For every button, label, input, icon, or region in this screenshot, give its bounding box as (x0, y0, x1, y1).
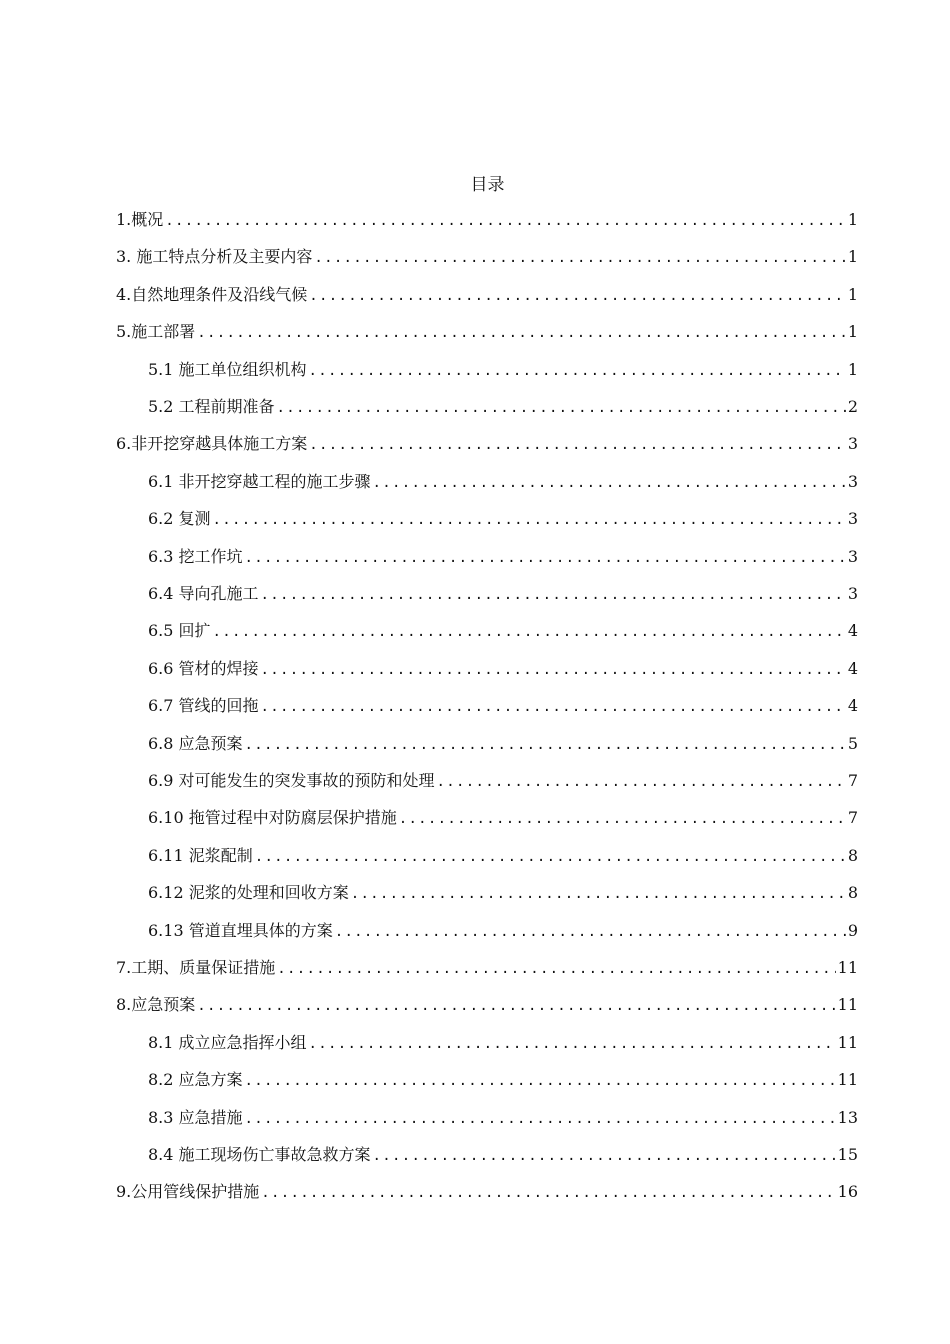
toc-entry[interactable] (148, 844, 858, 868)
toc-entry-page: 1 (847, 359, 858, 379)
toc-entry-page: 4 (847, 658, 858, 678)
toc-entry-page: 15 (837, 1145, 858, 1164)
toc-entry-page: 3 (847, 509, 858, 529)
toc-entry[interactable] (148, 1031, 858, 1055)
toc-entry-label: 4.自然地理条件及沿线气候 (116, 284, 308, 304)
toc-entry-label: 6.8 应急预案 (148, 733, 243, 753)
toc-entry-page: 1 (847, 322, 858, 342)
toc-dot-leader (245, 1107, 836, 1131)
toc-entry[interactable] (116, 1180, 858, 1204)
toc-dot-leader (335, 920, 846, 944)
toc-dot-leader (309, 433, 846, 457)
toc-entry-page: 3 (847, 584, 858, 603)
toc-dot-leader (373, 1144, 836, 1168)
toc-title: 目录 (470, 175, 505, 195)
toc-entry-label: 1.概况 (116, 210, 164, 229)
toc-dot-leader (373, 471, 846, 495)
toc-entry[interactable] (148, 769, 858, 793)
toc-entry[interactable] (116, 956, 858, 980)
toc-entry-label: 6.10 拖管过程中对防腐层保护措施 (148, 808, 397, 828)
toc-dot-leader (309, 359, 846, 383)
toc-entry-label: 6.6 管材的焊接 (148, 658, 259, 678)
toc-entry[interactable] (148, 1068, 858, 1092)
toc-dot-leader (314, 246, 845, 270)
toc-dot-leader (213, 508, 846, 532)
toc-dot-leader (351, 882, 846, 906)
toc-dot-leader (309, 1032, 836, 1056)
toc-entry-page: 9 (847, 920, 858, 940)
toc-dot-leader (437, 770, 846, 794)
toc-entry-label: 5.1 施工单位组织机构 (148, 359, 307, 379)
toc-entry-label: 6.7 管线的回拖 (148, 696, 259, 716)
toc-entry-page: 4 (847, 621, 858, 641)
toc-entry-page: 2 (847, 397, 858, 416)
toc-dot-leader (165, 209, 846, 233)
toc-entry[interactable] (148, 1143, 858, 1167)
toc-entry-label: 6.13 管道直埋具体的方案 (148, 920, 333, 940)
toc-entry-label: 6.4 导向孔施工 (148, 584, 259, 603)
toc-dot-leader (245, 733, 846, 757)
toc-entry-page: 3 (847, 471, 858, 491)
toc-dot-leader (261, 658, 846, 682)
toc-entry-label: 5.2 工程前期准备 (148, 397, 275, 416)
toc-dot-leader (245, 546, 846, 570)
toc-entry-page: 3 (847, 434, 858, 454)
toc-entry-label: 6.非开挖穿越具体施工方案 (116, 434, 308, 454)
toc-entry-label: 6.9 对可能发生的突发事故的预防和处理 (148, 771, 435, 790)
toc-dot-leader (255, 845, 846, 869)
toc-entry-page: 13 (837, 1107, 858, 1127)
toc-entry-label: 5.施工部署 (116, 322, 196, 342)
toc-entry[interactable] (148, 694, 858, 718)
toc-entry[interactable] (116, 993, 858, 1017)
toc-entry-page: 1 (847, 210, 858, 229)
toc-entry[interactable] (148, 582, 858, 606)
toc-entry-page: 11 (837, 958, 858, 977)
toc-entry[interactable] (148, 1106, 858, 1130)
toc-dot-leader (261, 695, 846, 719)
toc-entry[interactable] (148, 358, 858, 382)
toc-entry-page: 11 (837, 1070, 858, 1090)
toc-dot-leader (277, 957, 835, 981)
toc-entry[interactable] (148, 657, 858, 681)
toc-dot-leader (213, 620, 846, 644)
toc-dot-leader (261, 583, 846, 607)
toc-entry-page: 11 (837, 995, 858, 1015)
toc-entry-label: 6.1 非开挖穿越工程的施工步骤 (148, 471, 371, 491)
toc-entry[interactable] (148, 732, 858, 756)
toc-entry-label: 6.11 泥浆配制 (148, 845, 253, 865)
toc-entry-label: 8.2 应急方案 (148, 1070, 243, 1090)
toc-entry-label: 6.2 复测 (148, 509, 211, 529)
toc-entry-page: 16 (837, 1182, 858, 1202)
toc-entry[interactable] (116, 245, 858, 269)
toc-entry-page: 1 (847, 284, 858, 304)
toc-entry[interactable] (116, 283, 858, 307)
toc-entry-page: 7 (847, 808, 858, 828)
toc-entry-label: 8.3 应急措施 (148, 1107, 243, 1127)
toc-entry-label: 7.工期、质量保证措施 (116, 958, 276, 977)
toc-entry[interactable] (116, 432, 858, 456)
toc-dot-leader (197, 321, 846, 345)
toc-entry-page: 1 (847, 247, 858, 267)
toc-entry-label: 6.3 挖工作坑 (148, 546, 243, 566)
toc-entry-page: 8 (847, 883, 858, 903)
toc-entry-label: 6.12 泥浆的处理和回收方案 (148, 883, 349, 903)
toc-entry-page: 11 (837, 1032, 858, 1052)
toc-entry-label: 9.公用管线保护措施 (116, 1182, 260, 1202)
toc-entry-page: 7 (847, 771, 858, 790)
toc-dot-leader (309, 284, 846, 308)
toc-entry-page: 3 (847, 546, 858, 566)
toc-entry[interactable] (148, 881, 858, 905)
toc-entry-page: 5 (847, 733, 858, 753)
toc-entry[interactable] (148, 919, 858, 943)
toc-entry[interactable] (148, 619, 858, 643)
toc-entry[interactable] (148, 395, 858, 419)
toc-entry[interactable] (148, 470, 858, 494)
toc-entry-label: 8.4 施工现场伤亡事故急救方案 (148, 1145, 371, 1164)
toc-entry[interactable] (116, 320, 858, 344)
toc-entry[interactable] (148, 545, 858, 569)
toc-entry-label: 8.应急预案 (116, 995, 196, 1015)
toc-dot-leader (245, 1069, 836, 1093)
toc-entry-page: 8 (847, 845, 858, 865)
toc-entry-label: 8.1 成立应急指挥小组 (148, 1032, 307, 1052)
toc-entry-label: 6.5 回扩 (148, 621, 211, 641)
toc-dot-leader (277, 396, 846, 420)
toc-entry-page: 4 (847, 696, 858, 716)
toc-dot-leader (197, 994, 835, 1018)
toc-entry-label: 3. 施工特点分析及主要内容 (116, 247, 313, 267)
toc-entry[interactable] (148, 806, 858, 830)
toc-dot-leader (261, 1181, 835, 1205)
toc-entry[interactable] (148, 507, 858, 531)
toc-entry[interactable] (116, 208, 858, 232)
toc-dot-leader (399, 807, 846, 831)
